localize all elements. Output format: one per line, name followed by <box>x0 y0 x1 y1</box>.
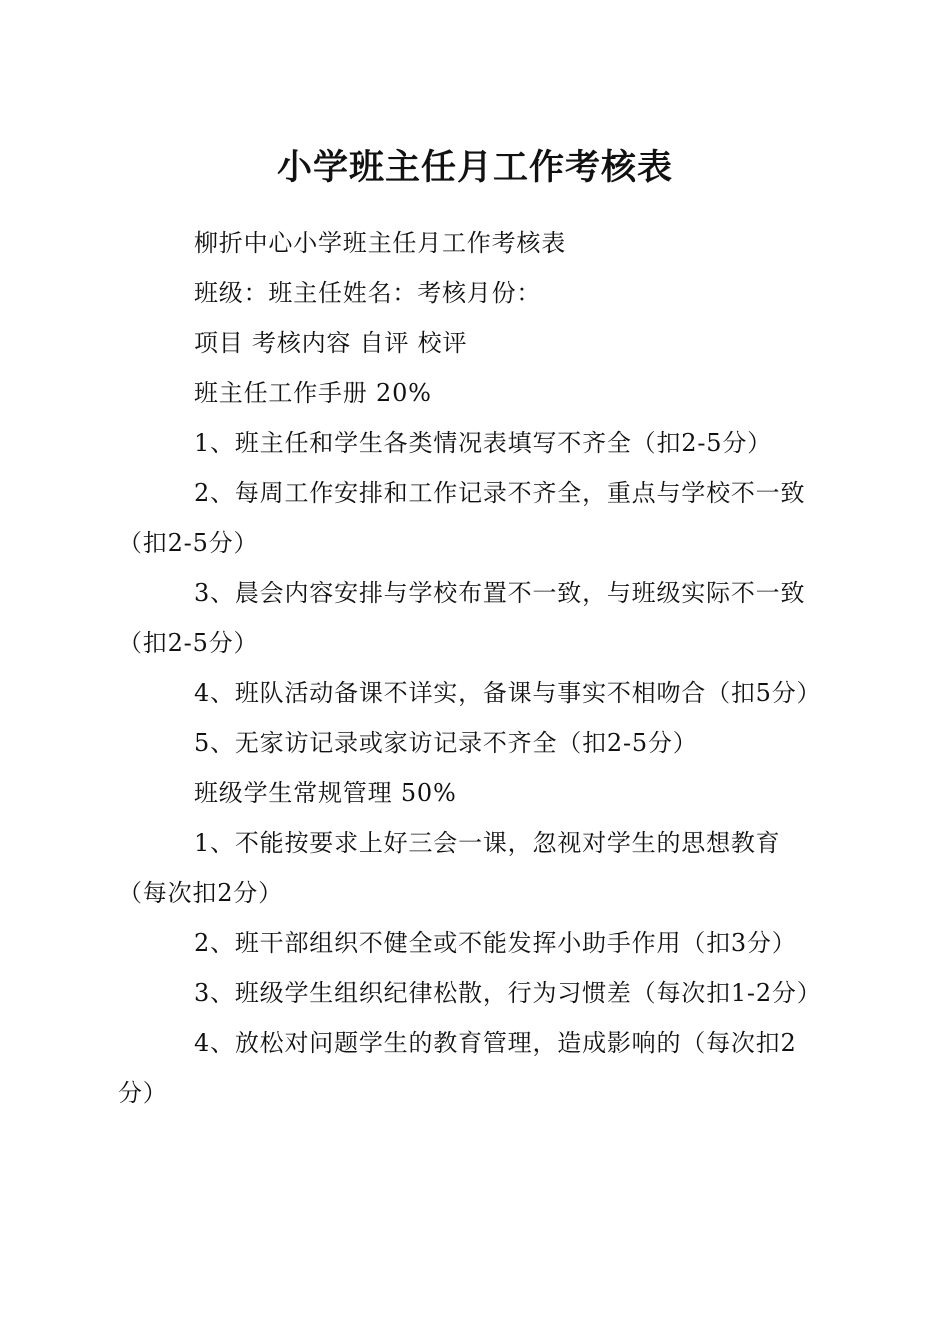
handbook-item-1: 1、班主任和学生各类情况表填写不齐全（扣2-5分） <box>194 429 772 457</box>
school-heading: 柳折中心小学班主任月工作考核表 <box>194 229 566 257</box>
handbook-item-4: 4、班队活动备课不详实，备课与事实不相吻合（扣5分） <box>194 679 822 707</box>
document-body <box>118 218 830 1118</box>
section-heading-handbook: 班主任工作手册 20% <box>194 379 432 407</box>
handbook-item-2: 2、每周工作安排和工作记录不齐全，重点与学校不一致（扣2-5分） <box>118 479 806 557</box>
table-header-line: 项目 考核内容 自评 校评 <box>194 329 468 357</box>
routine-item-4: 4、放松对问题学生的教育管理，造成影响的（每次扣2分） <box>118 1029 797 1107</box>
routine-item-3: 3、班级学生组织纪律松散，行为习惯差（每次扣1-2分） <box>194 979 822 1007</box>
form-fields-line: 班级：班主任姓名：考核月份： <box>194 279 542 307</box>
handbook-item-5: 5、无家访记录或家访记录不齐全（扣2-5分） <box>194 729 698 757</box>
document-title: 小学班主任月工作考核表 <box>276 147 673 188</box>
section-heading-routine: 班级学生常规管理 50% <box>194 779 457 807</box>
handbook-item-3: 3、晨会内容安排与学校布置不一致，与班级实际不一致（扣2-5分） <box>118 579 806 657</box>
routine-item-2: 2、班干部组织不健全或不能发挥小助手作用（扣3分） <box>194 929 797 957</box>
routine-item-1: 1、不能按要求上好三会一课，忽视对学生的思想教育（每次扣2分） <box>118 829 781 907</box>
